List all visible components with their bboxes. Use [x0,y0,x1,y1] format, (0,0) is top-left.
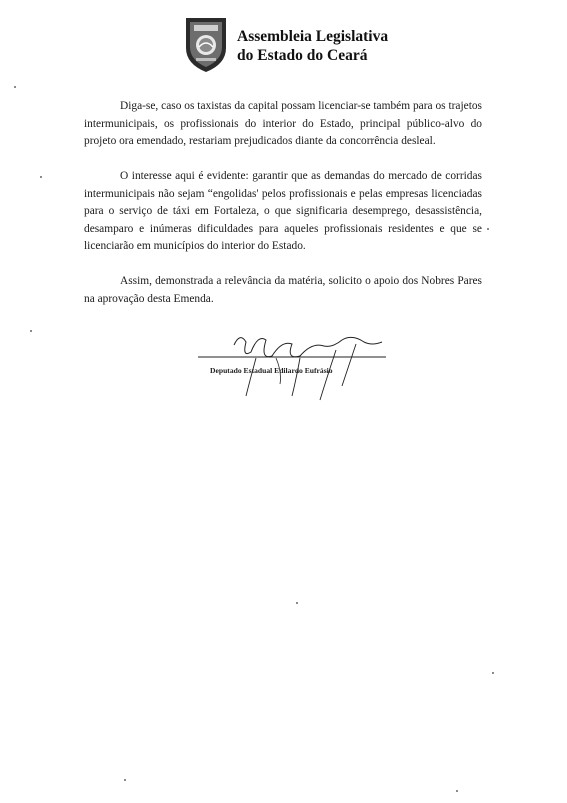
document-body [84,98,482,326]
paragraph: O interesse aqui é evidente: garantir que as demandas do mercado de corridas intermunicipais não sejam “engolidas' pelos profissionais e pelas empresas licenciadas para o serviço de táxi em Fortaleza, o que significaria desemprego, desassistência, desamparo e inúmeras dificuldades para aqueles profissionais residentes e que se licenciarão em municípios do interior do Estado. [84,170,482,252]
paragraph: Diga-se, caso os taxistas da capital possam licenciar-se também para os trajetos intermunicipais, os profissionais do interior do Estado, principal público-alvo do projeto ora emendado, restariam prejudicados diante da concorrência desleal. [84,100,482,147]
organization-name-line2: do Estado do Ceará [237,47,368,64]
scan-speck [296,602,298,604]
signer-label: Deputado Estadual Edilardo Eufrásio [210,366,333,375]
scan-speck [487,228,489,230]
state-seal-icon [183,14,229,74]
organization-name-line1: Assembleia Legislativa [237,28,389,45]
scan-speck [492,672,494,674]
scan-speck [456,790,458,792]
scan-speck [14,86,16,88]
scan-speck [124,779,126,781]
paragraph: Assim, demonstrada a relevância da matéria, solicito o apoio dos Nobres Pares na aprovação desta Emenda. [84,275,482,305]
scan-speck [40,176,42,178]
scan-speck [30,330,32,332]
organization-name [237,27,388,65]
